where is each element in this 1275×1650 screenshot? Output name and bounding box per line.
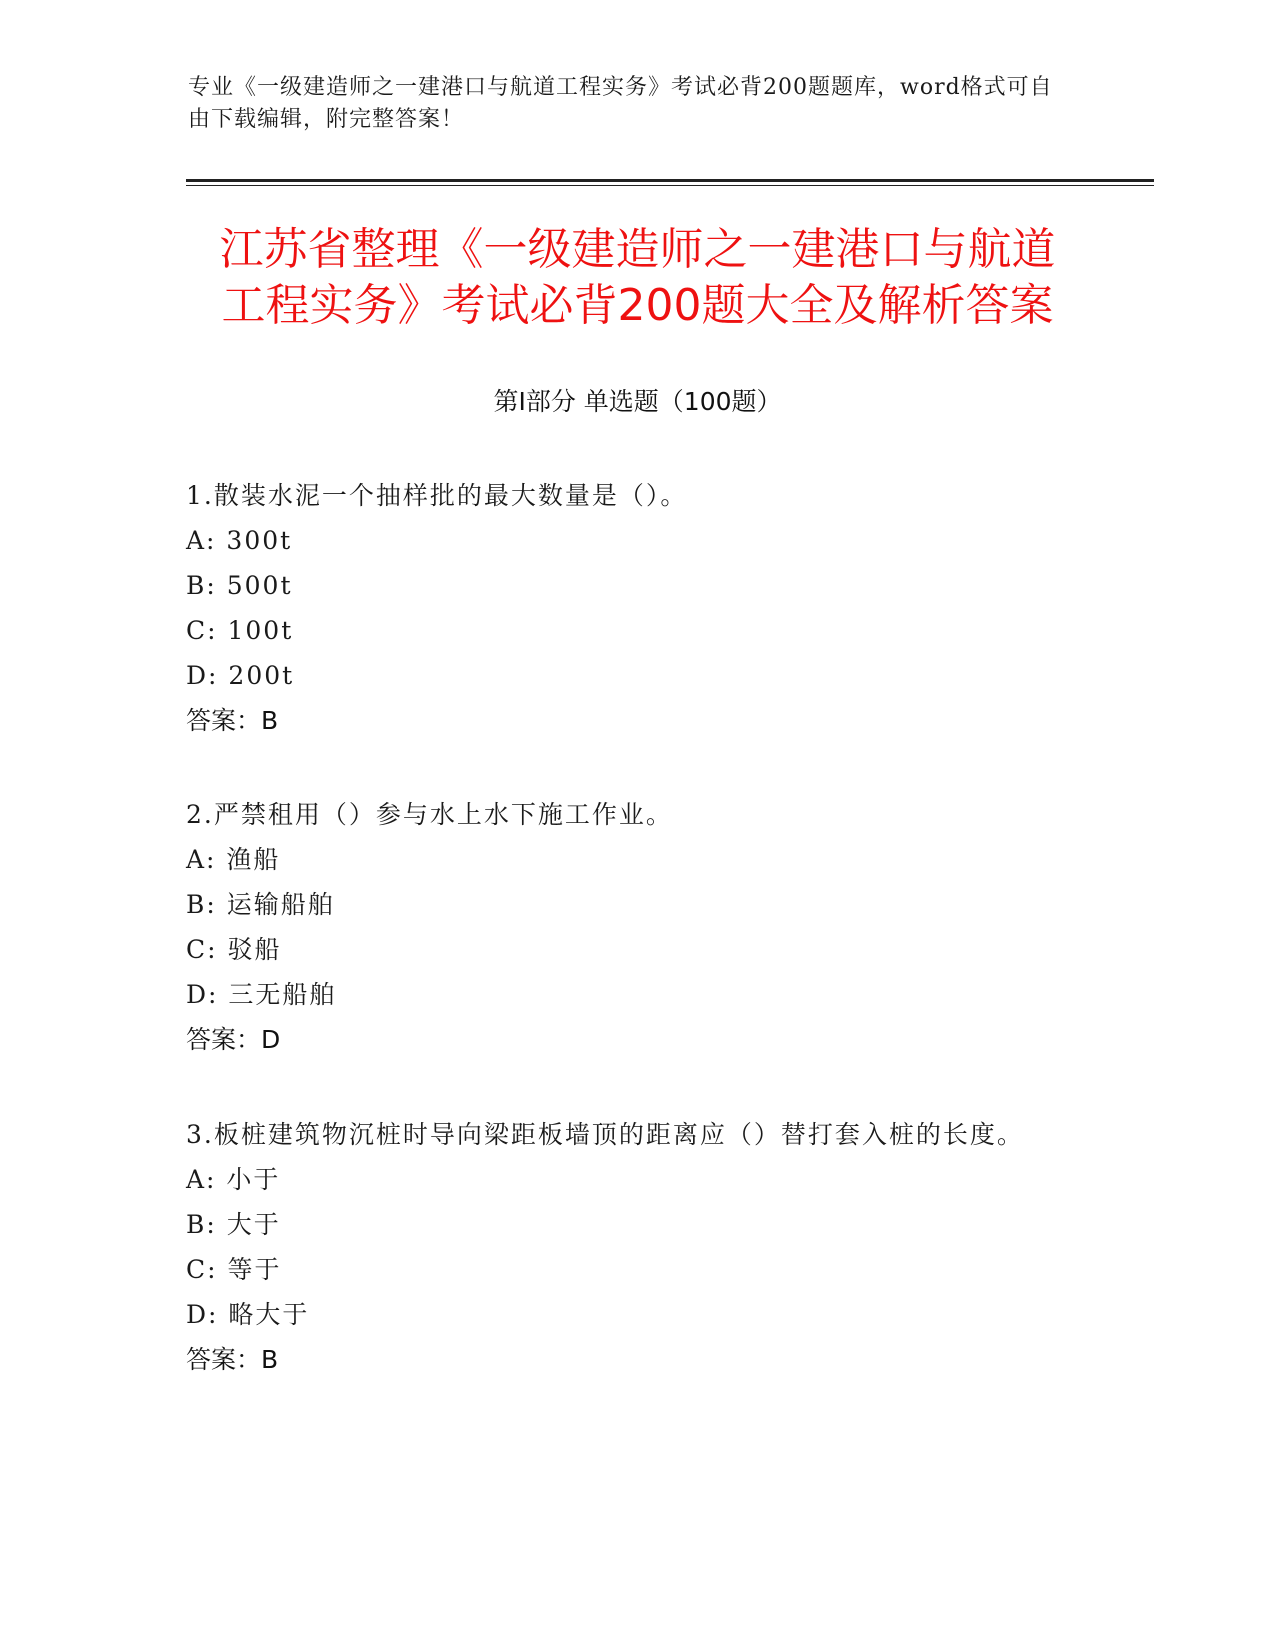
title-line-1: 江苏省整理《一级建造师之一建港口与航道 [219, 224, 1056, 275]
answer: 答案：B [186, 706, 279, 735]
option-d: D: 200t [186, 661, 295, 690]
option-c: C: 100t [186, 616, 294, 645]
option-d: D: 略大于 [186, 1300, 310, 1329]
option-b: B: 运输船舶 [186, 890, 335, 919]
question-stem: 1.散装水泥一个抽样批的最大数量是（）。 [186, 481, 688, 510]
title-line-2: 工程实务》考试必背200题大全及解析答案 [221, 280, 1054, 331]
document-title [150, 222, 1125, 334]
question-stem: 2.严禁租用（）参与水上水下施工作业。 [186, 800, 673, 829]
option-d: D: 三无船舶 [186, 980, 337, 1009]
option-b: B: 500t [186, 571, 293, 600]
option-a: A: 300t [186, 526, 293, 555]
question-2 [186, 792, 1086, 1062]
header-note: 专业《一级建造师之一建港口与航道工程实务》考试必背200题题库，word格式可自由下载编辑，附完整答案！ [188, 75, 1053, 132]
option-a: A: 渔船 [186, 845, 281, 874]
header-divider-thin [186, 185, 1154, 186]
question-1 [186, 473, 1086, 743]
answer: 答案：B [186, 1345, 279, 1374]
option-c: C: 等于 [186, 1255, 282, 1284]
option-c: C: 驳船 [186, 935, 282, 964]
section-heading: 第Ⅰ部分 单选题（100题） [493, 387, 782, 416]
question-3 [186, 1112, 1086, 1382]
option-a: A: 小于 [186, 1165, 281, 1194]
header-divider-thick [186, 179, 1154, 182]
option-b: B: 大于 [186, 1210, 281, 1239]
answer: 答案：D [186, 1025, 281, 1054]
question-stem: 3.板桩建筑物沉桩时导向梁距板墙顶的距离应（）替打套入桩的长度。 [186, 1120, 1024, 1149]
